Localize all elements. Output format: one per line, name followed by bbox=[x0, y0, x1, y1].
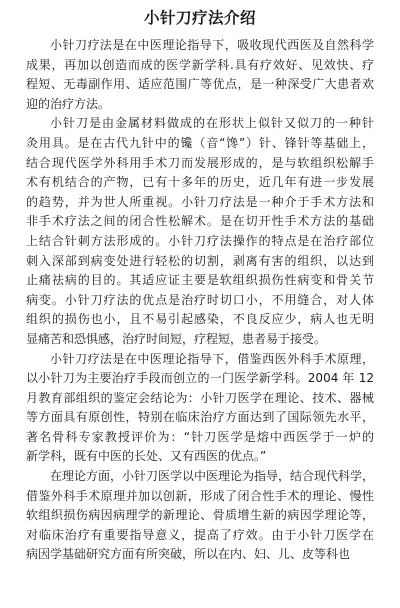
text-line: 程短、无毒副作用、适应范围广等优点，是一种深受广大患者欢 bbox=[26, 77, 374, 92]
paragraph bbox=[26, 36, 374, 114]
text-line: 借鉴外科手术原理并加以创新，形成了闭合性手术的理论、慢性 bbox=[26, 488, 374, 503]
text-line: 等方面具有原创性，特别在临床治疗方面达到了国际领先水平， bbox=[26, 410, 374, 425]
paragraph bbox=[26, 350, 374, 468]
text-line: 灸用具。是在古代九针中的镵（音“馋”）针、锋针等基础上， bbox=[26, 135, 374, 150]
text-line: 以小针刀为主要治疗手段而创立的一门医学新学科。2004 年 12 bbox=[26, 371, 374, 386]
text-line: 结合现代医学外科用手术刀而发展形成的，是与软组织松解手 bbox=[26, 155, 374, 170]
text-line: 对临床治疗有重要指导意义，提高了疗效。由于小针刀医学在 bbox=[26, 527, 374, 542]
text-line: 病因学基础研究方面有所突破，所以在内、妇、儿、皮等科也 bbox=[26, 547, 351, 562]
text-line: 小针刀疗法是在中医理论指导下，吸收现代西医及自然科学 bbox=[50, 38, 374, 52]
paragraph bbox=[26, 467, 374, 565]
text-line: 新学科，既有中医的长处、又有西医的优点。” bbox=[26, 449, 267, 464]
paragraph bbox=[26, 114, 374, 349]
text-line: 小针刀疗法是在中医理论指导下，借鉴西医外科手术原理， bbox=[50, 351, 374, 366]
text-line: 著名骨科专家教授评价为：“针刀医学是熔中西医学于一炉的 bbox=[26, 429, 374, 444]
text-line: 上结合针刺方法形成的。小针刀疗法操作的特点是在治疗部位 bbox=[26, 233, 374, 248]
text-line: 非手术疗法之间的闭合性松解术。是在切开性手术方法的基础 bbox=[26, 214, 374, 229]
text-line: 小针刀是由金属材料做成的在形状上似针又似刀的一种针 bbox=[50, 116, 374, 131]
document-body bbox=[26, 36, 374, 565]
text-line: 软组织损伤病因病理学的新理论、骨质增生新的病因学理论等， bbox=[26, 508, 374, 523]
text-line: 病变。小针刀疗法的优点是治疗时切口小，不用缝合，对人体 bbox=[26, 292, 374, 307]
document-title: 小针刀疗法介绍 bbox=[143, 9, 256, 27]
text-line: 术有机结合的产物，已有十多年的历史，近几年有进一步发展 bbox=[26, 175, 374, 190]
text-line: 组织的损伤也小，且不易引起感染，不良反应少，病人也无明 bbox=[26, 312, 374, 327]
text-line: 刺入深部到病变处进行轻松的切割，剥离有害的组织，以达到 bbox=[26, 253, 374, 268]
text-line: 迎的治疗方法。 bbox=[26, 96, 111, 111]
text-line: 在理论方面，小针刀医学以中医理论为指导，结合现代科学， bbox=[50, 469, 374, 484]
text-line: 止痛祛病的目的。其适应证主要是软组织损伤性病变和骨关节 bbox=[26, 273, 374, 288]
text-line: 显痛苦和恐惧感，治疗时间短，疗程短，患者易于接受。 bbox=[26, 331, 327, 346]
text-line: 月教育部组织的鉴定会结论为：小针刀医学在理论、技术、器械 bbox=[26, 390, 374, 405]
text-line: 的趋势，并为世人所重视。小针刀疗法是一种介于手术方法和 bbox=[26, 194, 374, 209]
text-line: 成果，再加以创造而成的医学新学科.具有疗效好、见效快、疗 bbox=[26, 57, 374, 72]
